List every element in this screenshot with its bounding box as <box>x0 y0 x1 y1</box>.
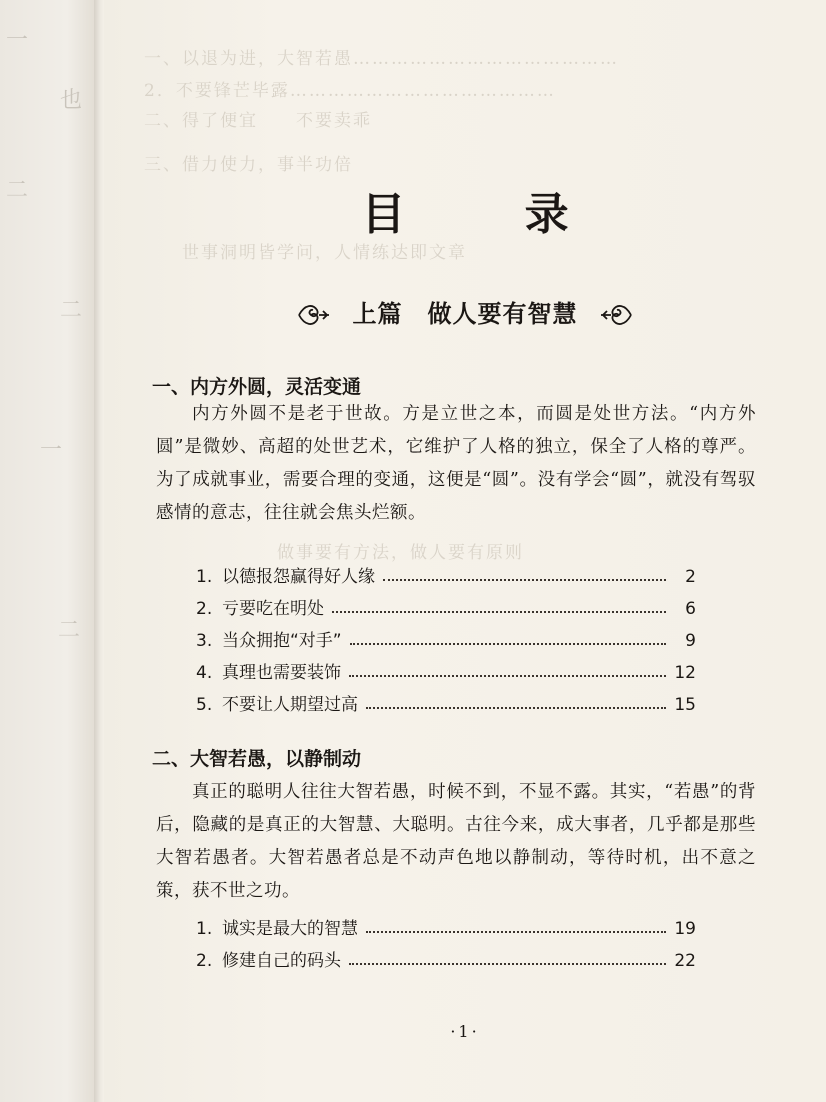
toc-entry[interactable] <box>196 658 696 688</box>
toc-entry-label: 真理也需要装饰 <box>222 663 341 683</box>
toc-entry-page: 6 <box>685 599 696 619</box>
part-heading <box>104 294 826 330</box>
part-heading-label: 上篇 做人要有智慧 <box>352 300 578 328</box>
bleed-through-text: 二 <box>58 618 81 643</box>
bleed-through-text: 二 <box>6 178 29 203</box>
bleed-through-line: 三、借力使力，事半功倍 <box>144 155 353 175</box>
bleed-through-text: 也 <box>60 88 83 113</box>
toc-entry-number: 1. <box>196 567 213 587</box>
section-title: 一、内方外圆，灵活变通 <box>152 376 362 398</box>
section-description: 内方外圆不是老于世故。方是立世之本，而圆是处世方法。“内方外圆”是微妙、高超的处世艺术，它维护了人格的独立，保全了人格的尊严。为了成就事业，需要合理的变通，这便是“圆”。没有学会“圆”，就没有驾驭感情的意志，往往就会焦头烂额。 <box>156 404 756 523</box>
bleed-through-text: 一 <box>6 28 29 53</box>
toc-entry[interactable] <box>196 594 696 624</box>
toc-entry-number: 5. <box>196 695 213 715</box>
bleed-through-line: 做事要有方法，做人要有原则 <box>144 543 524 563</box>
toc-entry-page: 22 <box>674 951 696 971</box>
toc-entry-label: 不要让人期望过高 <box>222 695 358 715</box>
toc-entry-number: 4. <box>196 663 213 683</box>
toc-entry-label: 亏要吃在明处 <box>222 599 324 619</box>
dot-leader <box>350 642 666 645</box>
dot-leader <box>332 610 666 613</box>
toc-entry[interactable] <box>196 690 696 720</box>
bleed-through-line: 二、得了便宜 不要卖乖 <box>144 111 372 131</box>
page-title: 目 录 <box>361 189 621 240</box>
facing-page <box>0 0 96 1102</box>
toc-entry-label: 修建自己的码头 <box>222 951 341 971</box>
toc-entry-label: 以德报怨赢得好人缘 <box>222 567 375 587</box>
toc-entry-label: 当众拥抱“对手” <box>222 631 342 651</box>
toc-entry[interactable] <box>196 626 696 656</box>
page-number: ·1· <box>450 1022 480 1041</box>
toc-entry-page: 12 <box>674 663 696 683</box>
toc-entry[interactable] <box>196 914 696 944</box>
toc-entry-label: 诚实是最大的智慧 <box>222 919 358 939</box>
dot-leader <box>366 706 666 709</box>
toc-entry-number: 2. <box>196 951 213 971</box>
book-gutter <box>94 0 104 1102</box>
toc-page <box>104 0 826 1102</box>
toc-entry-page: 15 <box>674 695 696 715</box>
bleed-through-line: 一、以退为进，大智若愚…………………………………… <box>144 49 619 69</box>
section-title: 二、大智若愚，以静制动 <box>152 748 362 770</box>
dot-leader <box>349 962 666 965</box>
toc-entry[interactable] <box>196 946 696 976</box>
dot-leader <box>366 930 666 933</box>
dot-leader <box>349 674 666 677</box>
toc-entry-number: 2. <box>196 599 213 619</box>
toc-entry-page: 2 <box>685 567 696 587</box>
bleed-through-text: 一 <box>40 438 63 463</box>
toc-entry[interactable] <box>196 562 696 592</box>
toc-entry-page: 9 <box>685 631 696 651</box>
bleed-through-line: 世事洞明皆学问，人情练达即文章 <box>144 243 467 263</box>
ornament-right-icon <box>599 300 633 330</box>
bleed-through-text: 二 <box>60 298 83 323</box>
toc-entry-number: 3. <box>196 631 213 651</box>
toc-entry-page: 19 <box>674 919 696 939</box>
section-description: 真正的聪明人往往大智若愚，时候不到，不显不露。其实，“若愚”的背后，隐藏的是真正的大智慧、大聪明。古往今来，成大事者，几乎都是那些大智若愚者。大智若愚者总是不动声色地以静制动，等待时机，出不意之策，获不世之功。 <box>156 782 756 901</box>
bleed-through-line: 2．不要锋芒毕露…………………………………… <box>144 81 556 101</box>
ornament-left-icon <box>297 300 331 330</box>
dot-leader <box>383 578 666 581</box>
toc-entry-number: 1. <box>196 919 213 939</box>
